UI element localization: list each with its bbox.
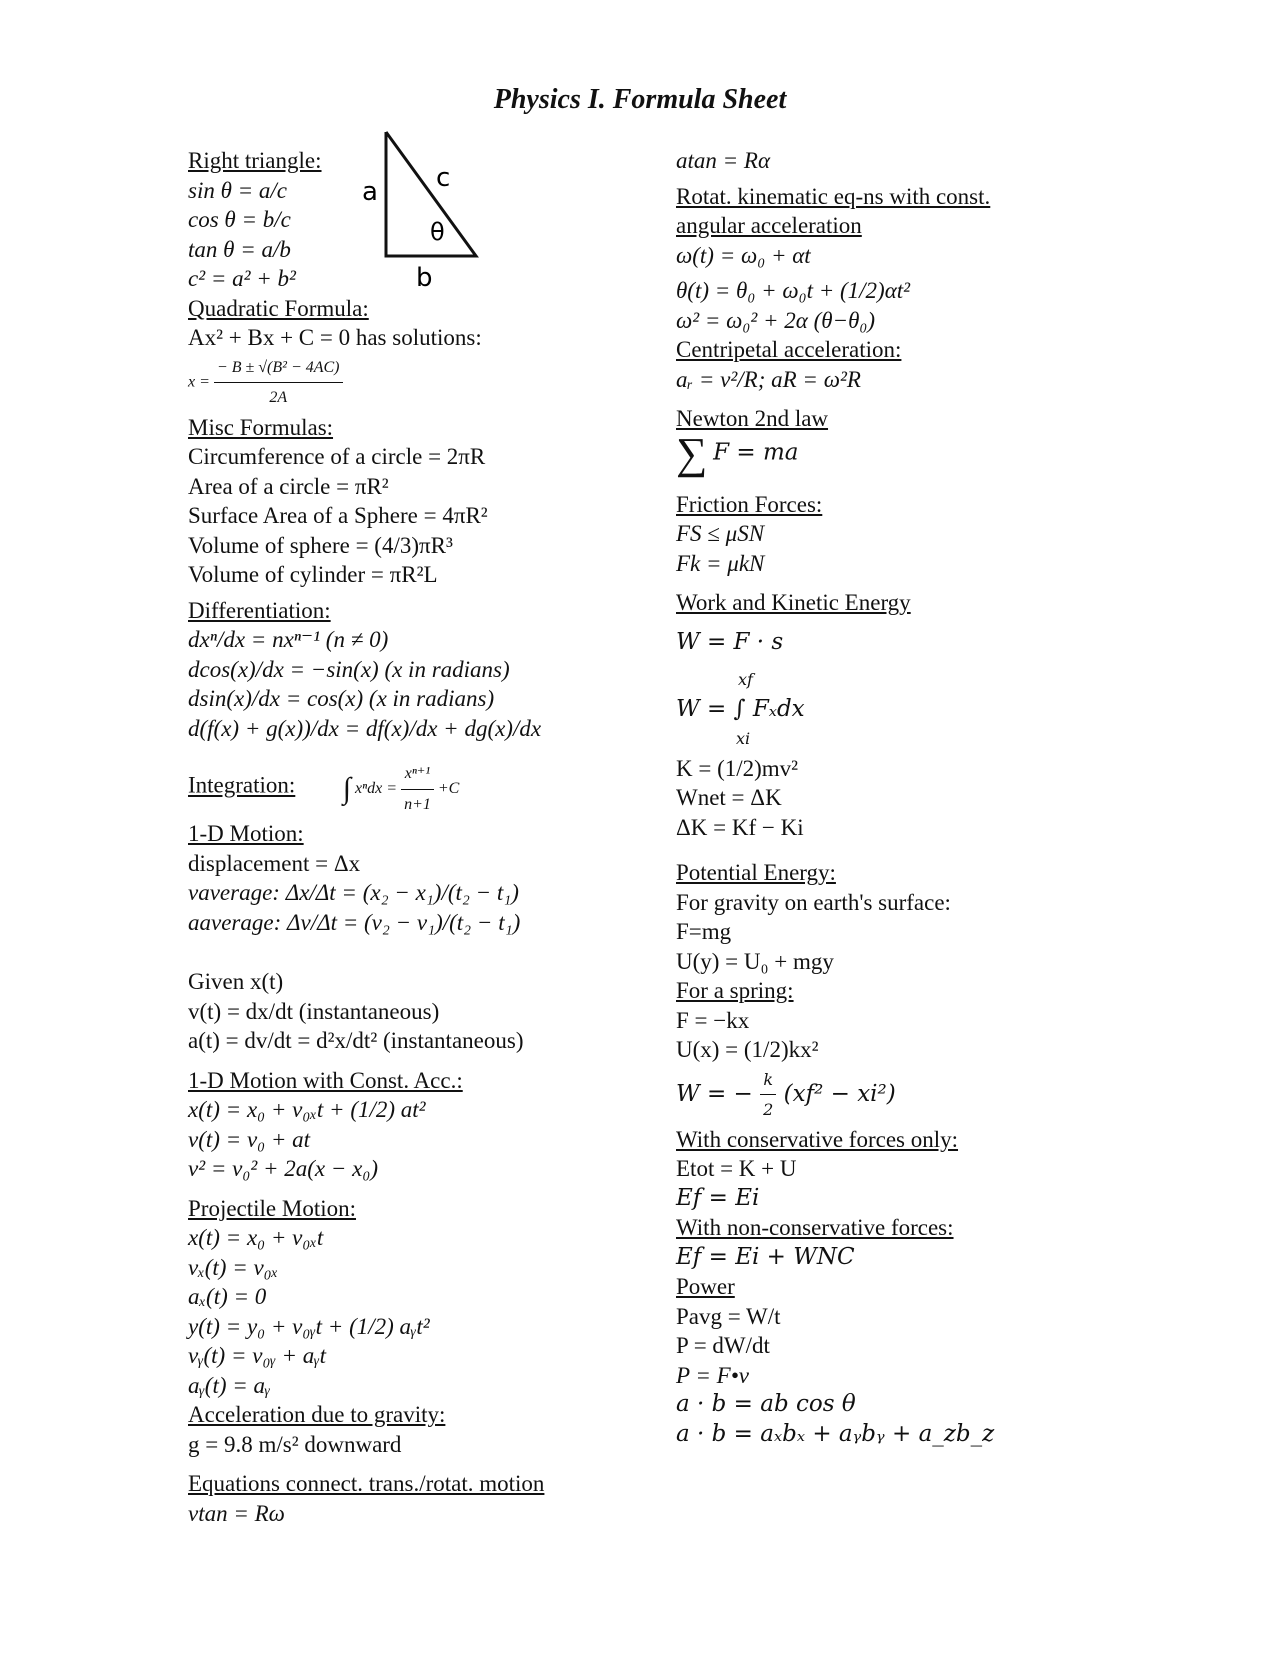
quadratic-numerator: − B ± √(B² − 4AC) (214, 353, 343, 384)
heading-integration: Integration: (188, 772, 296, 798)
given-x: Given x(t) (188, 969, 284, 994)
heading-work: Work and Kinetic Energy (676, 590, 911, 615)
right-column (676, 146, 1216, 1449)
quadratic-solution (188, 353, 708, 413)
heading-conservative: With conservative forces only: (676, 1126, 959, 1152)
heading-nonconservative: With non-conservative forces: (676, 1215, 954, 1240)
heading-connect: Equations connect. trans./rotat. motion (188, 1471, 545, 1496)
misc-circle-area: Area of a circle = πR² (188, 473, 389, 499)
vtan-formula: vtan = Rω (188, 1500, 285, 1526)
instantaneous-velocity: v(t) = dx/dt (instantaneous) (188, 998, 440, 1024)
heading-potential: Potential Energy: (676, 860, 836, 885)
spring-work-prefix: W = − (676, 1080, 753, 1107)
heading-rot-kinematics: Rotat. kinematic eq-ns with const. angular acceleration (676, 183, 991, 238)
heading-1d-motion: 1-D Motion: (188, 821, 304, 846)
newton-formula: F = ma (713, 438, 799, 465)
energy-conservation: Ef = Ei (676, 1184, 760, 1211)
average-power: Pavg = W/t (676, 1303, 781, 1329)
spring-force: F = −kx (676, 1007, 750, 1033)
kinetic-energy: K = (1/2)mv² (676, 755, 799, 781)
heading-quadratic: Quadratic Formula: (188, 295, 369, 321)
work-dot-product: W = F · s (676, 628, 784, 655)
gravity-force: F=mg (676, 919, 732, 944)
average-acceleration: aaverage: Δv/Δt = (v₂ − v₁)/(t₂ − t₁) (188, 909, 521, 935)
gravity-value: g = 9.8 m/s² downward (188, 1431, 402, 1457)
triangle-label-a: a (362, 177, 378, 207)
integration-formula (342, 765, 460, 813)
quadratic-equation: Ax² + Bx + C = 0 has solutions: (188, 325, 482, 350)
integration-constant: +C (437, 779, 460, 797)
projectile-ax: aₓ(t) = 0 (188, 1284, 267, 1309)
rot-theta: θ(t) = θ₀ + ω₀t + (1/2)αt² (676, 278, 911, 303)
misc-cylinder-volume: Volume of cylinder = πR²L (188, 562, 438, 587)
triangle-label-c: c (436, 163, 451, 193)
energy-nonconservative: Ef = Ei + WNC (676, 1243, 855, 1270)
const-acc-velocity: v(t) = v₀ + at (188, 1126, 311, 1152)
rot-omega: ω(t) = ω₀ + αt (676, 242, 811, 268)
spring-work (676, 1065, 1216, 1125)
sigma-icon: ∑ (676, 428, 708, 478)
work-lower-limit: xi (736, 729, 751, 748)
diff-power-rule: dxⁿ/dx = nxⁿ⁻¹ (n ≠ 0) (188, 627, 389, 652)
heading-differentiation: Differentiation: (188, 597, 331, 623)
quadratic-denominator: 2A (269, 389, 288, 406)
integration-integrand: xⁿdx = (355, 779, 398, 797)
misc-circumference: Circumference of a circle = 2πR (188, 444, 486, 469)
pythagoras: c² = a² + b² (188, 266, 296, 291)
work-energy: Wnet = ΔK (676, 785, 782, 810)
trig-tan: tan θ = a/b (188, 236, 291, 262)
dot-product-components: a · b = aₓbₓ + aᵧbᵧ + a_zb_z (676, 1420, 995, 1447)
misc-sphere-volume: Volume of sphere = (4/3)πR³ (188, 532, 453, 558)
instantaneous-acceleration: a(t) = dv/dt = d²x/dt² (instantaneous) (188, 1028, 524, 1053)
diff-sin: dsin(x)/dx = cos(x) (x in radians) (188, 686, 495, 711)
diff-sum: d(f(x) + g(x))/dx = df(x)/dx + dg(x)/dx (188, 715, 542, 741)
trig-sin: sin θ = a/c (188, 177, 288, 203)
projectile-vx: vₓ(t) = v₀ₓ (188, 1254, 279, 1280)
static-friction: FS ≤ μSN (676, 521, 765, 546)
average-velocity: vaverage: Δx/Δt = (x₂ − x₁)/(t₂ − t₁) (188, 880, 519, 905)
work-integral: W = ∫ Fₓdx (676, 695, 805, 722)
dot-product-cos: a · b = ab cos θ (676, 1391, 856, 1417)
gravity-surface-label: For gravity on earth's surface: (676, 889, 951, 915)
heading-newton: Newton 2nd law (676, 406, 829, 431)
trig-cos: cos θ = b/c (188, 207, 291, 232)
spring-work-fraction (760, 1065, 776, 1125)
integration-row (188, 759, 708, 819)
page-title: Physics I. Formula Sheet (493, 84, 787, 115)
spring-work-rest: (xf² − xi²) (783, 1080, 896, 1107)
heading-gravity: Acceleration due to gravity: (188, 1402, 446, 1427)
integration-numerator: xⁿ⁺¹ (401, 759, 434, 790)
total-energy: Etot = K + U (676, 1156, 797, 1181)
delta-k: ΔK = Kf − Ki (676, 814, 804, 840)
heading-power: Power (676, 1274, 735, 1299)
quadratic-fraction (214, 353, 343, 413)
centripetal-formula: aᵣ = v²/R; aR = ω²R (676, 366, 861, 392)
work-upper-limit: xf (738, 670, 753, 689)
spring-work-numerator: k (760, 1065, 776, 1096)
power-dot-product: P = F•v (676, 1362, 749, 1388)
projectile-y: y(t) = y₀ + v₀ᵧt + (1/2) aᵧt² (188, 1313, 430, 1339)
projectile-ay: aᵧ(t) = aᵧ (188, 1372, 271, 1398)
heading-projectile: Projectile Motion: (188, 1195, 357, 1221)
displacement: displacement = Δx (188, 850, 361, 876)
gravity-potential: U(y) = U₀ + mgy (676, 948, 834, 974)
triangle-label-theta: θ (430, 218, 445, 246)
left-column (188, 146, 708, 1528)
integral-sign-icon: ∫ (342, 772, 352, 806)
const-acc-velocity-squared: v² = v₀² + 2a(x − x₀) (188, 1156, 378, 1181)
integration-fraction (401, 759, 434, 819)
const-acc-position: x(t) = x₀ + v₀ₓt + (1/2) at² (188, 1097, 426, 1122)
heading-centripetal: Centripetal acceleration: (676, 337, 902, 362)
spring-potential: U(x) = (1/2)kx² (676, 1037, 819, 1062)
instant-power: P = dW/dt (676, 1333, 770, 1358)
heading-friction: Friction Forces: (676, 491, 823, 517)
heading-right-triangle: Right triangle: (188, 148, 322, 173)
atan-formula: atan = Rα (676, 148, 771, 173)
quadratic-lhs: x = (188, 373, 210, 391)
kinetic-friction: Fk = μkN (676, 550, 765, 576)
spring-work-denominator: 2 (763, 1100, 774, 1119)
triangle-label-b: b (416, 263, 433, 293)
rot-omega-squared: ω² = ω₀² + 2α (θ−θ₀) (676, 307, 876, 333)
heading-const-acc: 1-D Motion with Const. Acc.: (188, 1067, 463, 1093)
misc-sphere-surface: Surface Area of a Sphere = 4πR² (188, 503, 488, 528)
heading-misc: Misc Formulas: (188, 414, 334, 440)
diff-cos: dcos(x)/dx = −sin(x) (x in radians) (188, 656, 510, 682)
heading-spring: For a spring: (676, 978, 794, 1003)
integration-denominator: n+1 (404, 795, 431, 813)
newton-formula-row (676, 428, 1216, 478)
projectile-vy: vᵧ(t) = v₀ᵧ + aᵧt (188, 1343, 326, 1368)
projectile-x: x(t) = x₀ + v₀ₓt (188, 1225, 324, 1250)
